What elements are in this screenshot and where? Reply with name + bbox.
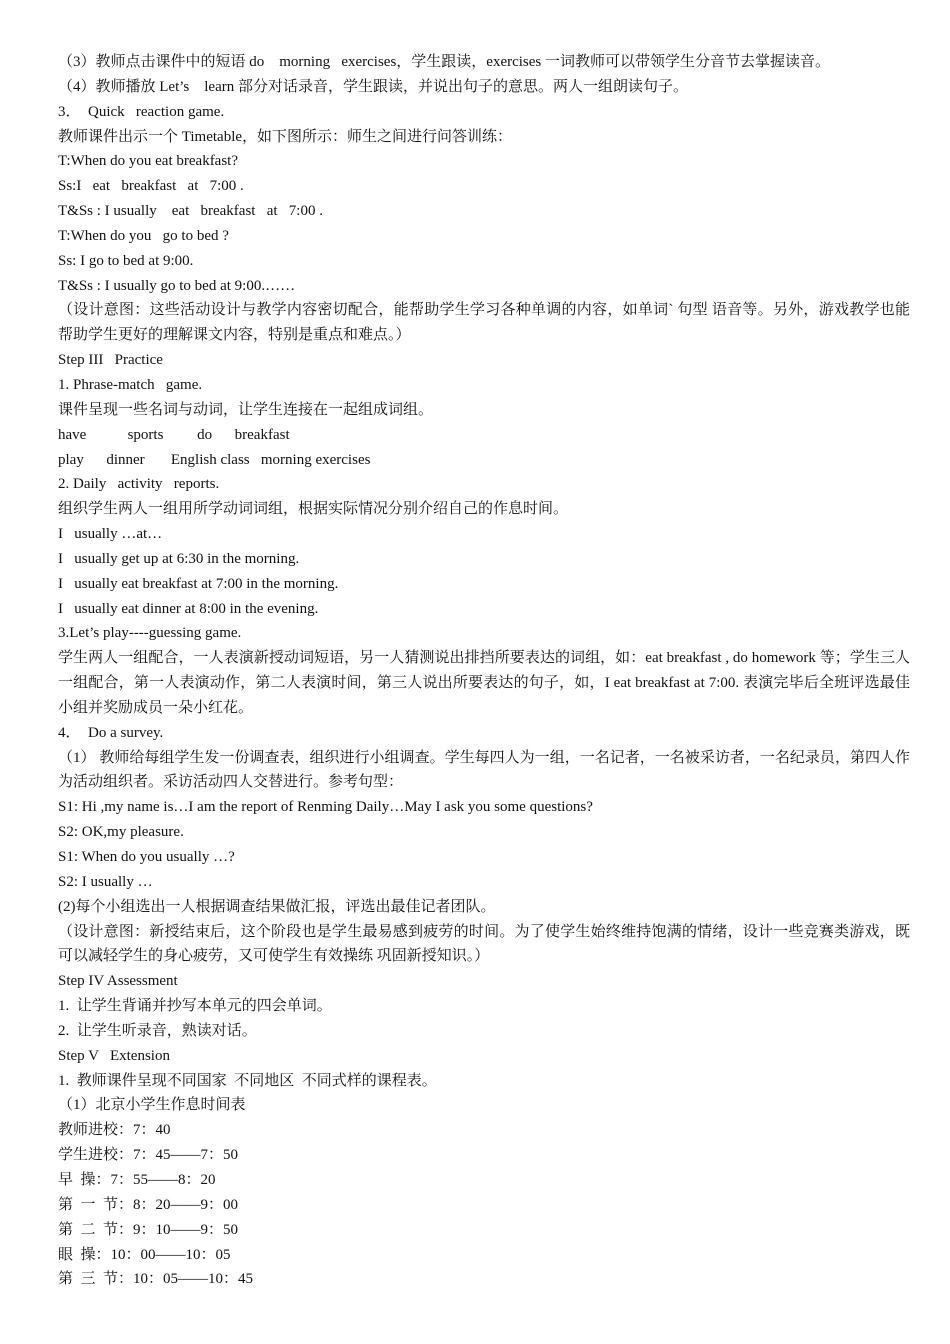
dialogue-line: S1: When do you usually …? (58, 849, 235, 865)
text-line: 组织学生两人一组用所学动词词组，根据实际情况分别介绍自己的作息时间。 (58, 501, 569, 518)
dialogue-line: T&Ss : I usually go to bed at 9:00.…… (58, 277, 296, 294)
dialogue-line: S2: I usually … (58, 873, 153, 890)
example-sentence: I usually eat dinner at 8:00 in the evening. (58, 600, 319, 617)
example-sentence: I usually …at… (58, 526, 163, 543)
step-heading: Step III Practice (58, 352, 163, 369)
step-heading: Step IV Assessment (58, 973, 178, 990)
schedule-entry: 第 三 节：10：05——10：45 (58, 1271, 254, 1288)
text-line: 2. 让学生听录音，熟读对话。 (58, 1022, 257, 1039)
section-heading: 3． Quick reaction game. (58, 103, 225, 120)
schedule-entry: 学生进校：7：45——7：50 (58, 1147, 239, 1164)
paragraph: 学生两人一组配合，一人表演新授动词短语，另一人猜测说出排挡所要表达的词组，如：eat breakfast , do homework 等；学生三人一组配合，第一人表演动作，第二人表演时间，第三人说出所要表达的句子，如，I eat breakfast at 7:00. 表演完毕后全班评选最佳小组并奖励成员一朵小红花。 (58, 650, 910, 716)
schedule-entry: 第 二 节：9：10——9：50 (58, 1221, 239, 1238)
example-sentence: I usually get up at 6:30 in the morning. (58, 550, 300, 567)
text-line: 课件呈现一些名词与动词，让学生连接在一起组成词组。 (58, 401, 434, 418)
paragraph: （1） 教师给每组学生发一份调查表，组织进行小组调查。学生每四人为一组，一名记者，一名被采访者，一名纪录员，第四人作为活动组织者。采访活动四人交替进行。参考句型： (58, 749, 910, 791)
text-line: （4）教师播放 Let’s learn 部分对话录音，学生跟读，并说出句子的意思。两人一组朗读句子。 (58, 78, 688, 95)
text-line: （3）教师点击课件中的短语 do morning exercises，学生跟读，exercises 一词教师可以带领学生分音节去掌握读音。 (58, 54, 831, 70)
dialogue-line: Ss: I go to bed at 9:00. (58, 252, 194, 269)
design-intent-note: （设计意图：新授结束后，这个阶段也是学生最易感到疲劳的时间。为了使学生始终维持饱满的情绪，设计一些竞赛类游戏，既可以减轻学生的身心疲劳，又可使学生有效操练 巩固新授知识。） (58, 923, 910, 965)
section-heading: 2. Daily activity reports. (58, 476, 220, 493)
dialogue-line: T:When do you go to bed ? (58, 227, 229, 244)
dialogue-line: T&Ss : I usually eat breakfast at 7:00 . (58, 203, 323, 220)
schedule-entry: 第 一 节：8：20——9：00 (58, 1196, 239, 1213)
step-heading: Step V Extension (58, 1047, 170, 1064)
schedule-entry: 教师进校：7：40 (58, 1122, 171, 1139)
dialogue-line: S2: OK,my pleasure. (58, 824, 184, 841)
text-line: 教师课件出示一个 Timetable，如下图所示：师生之间进行问答训练： (58, 128, 513, 145)
dialogue-line: S1: Hi ,my name is…I am the report of Renming Daily…May I ask you some questions? (58, 799, 593, 816)
dialogue-line: T:When do you eat breakfast? (58, 153, 239, 170)
dialogue-line: Ss:I eat breakfast at 7:00 . (58, 178, 244, 195)
text-line: (2)每个小组选出一人根据调查结果做汇报，评选出最佳记者团队。 (58, 898, 496, 915)
section-heading: 1. Phrase-match game. (58, 376, 203, 393)
section-heading: 4． Do a survey. (58, 724, 164, 741)
schedule-title: （1）北京小学生作息时间表 (58, 1097, 246, 1114)
phrase-row: play dinner English class morning exercises (58, 451, 371, 468)
design-intent-note: （设计意图：这些活动设计与教学内容密切配合，能帮助学生学习各种单调的内容，如单词` 句型 语音等。另外，游戏教学也能帮助学生更好的理解课文内容，特别是重点和难点。） (58, 302, 910, 344)
example-sentence: I usually eat breakfast at 7:00 in the morning. (58, 575, 339, 592)
schedule-entry: 眼 操：10：00——10：05 (58, 1246, 231, 1263)
text-line: 1. 教师课件呈现不同国家 不同地区 不同式样的课程表。 (58, 1072, 437, 1089)
phrase-row: have sports do breakfast (58, 426, 290, 443)
text-line: 1. 让学生背诵并抄写本单元的四会单词。 (58, 998, 332, 1015)
document-page (58, 50, 910, 1292)
section-heading: 3.Let’s play----guessing game. (58, 625, 242, 642)
schedule-entry: 早 操：7：55——8：20 (58, 1171, 216, 1188)
